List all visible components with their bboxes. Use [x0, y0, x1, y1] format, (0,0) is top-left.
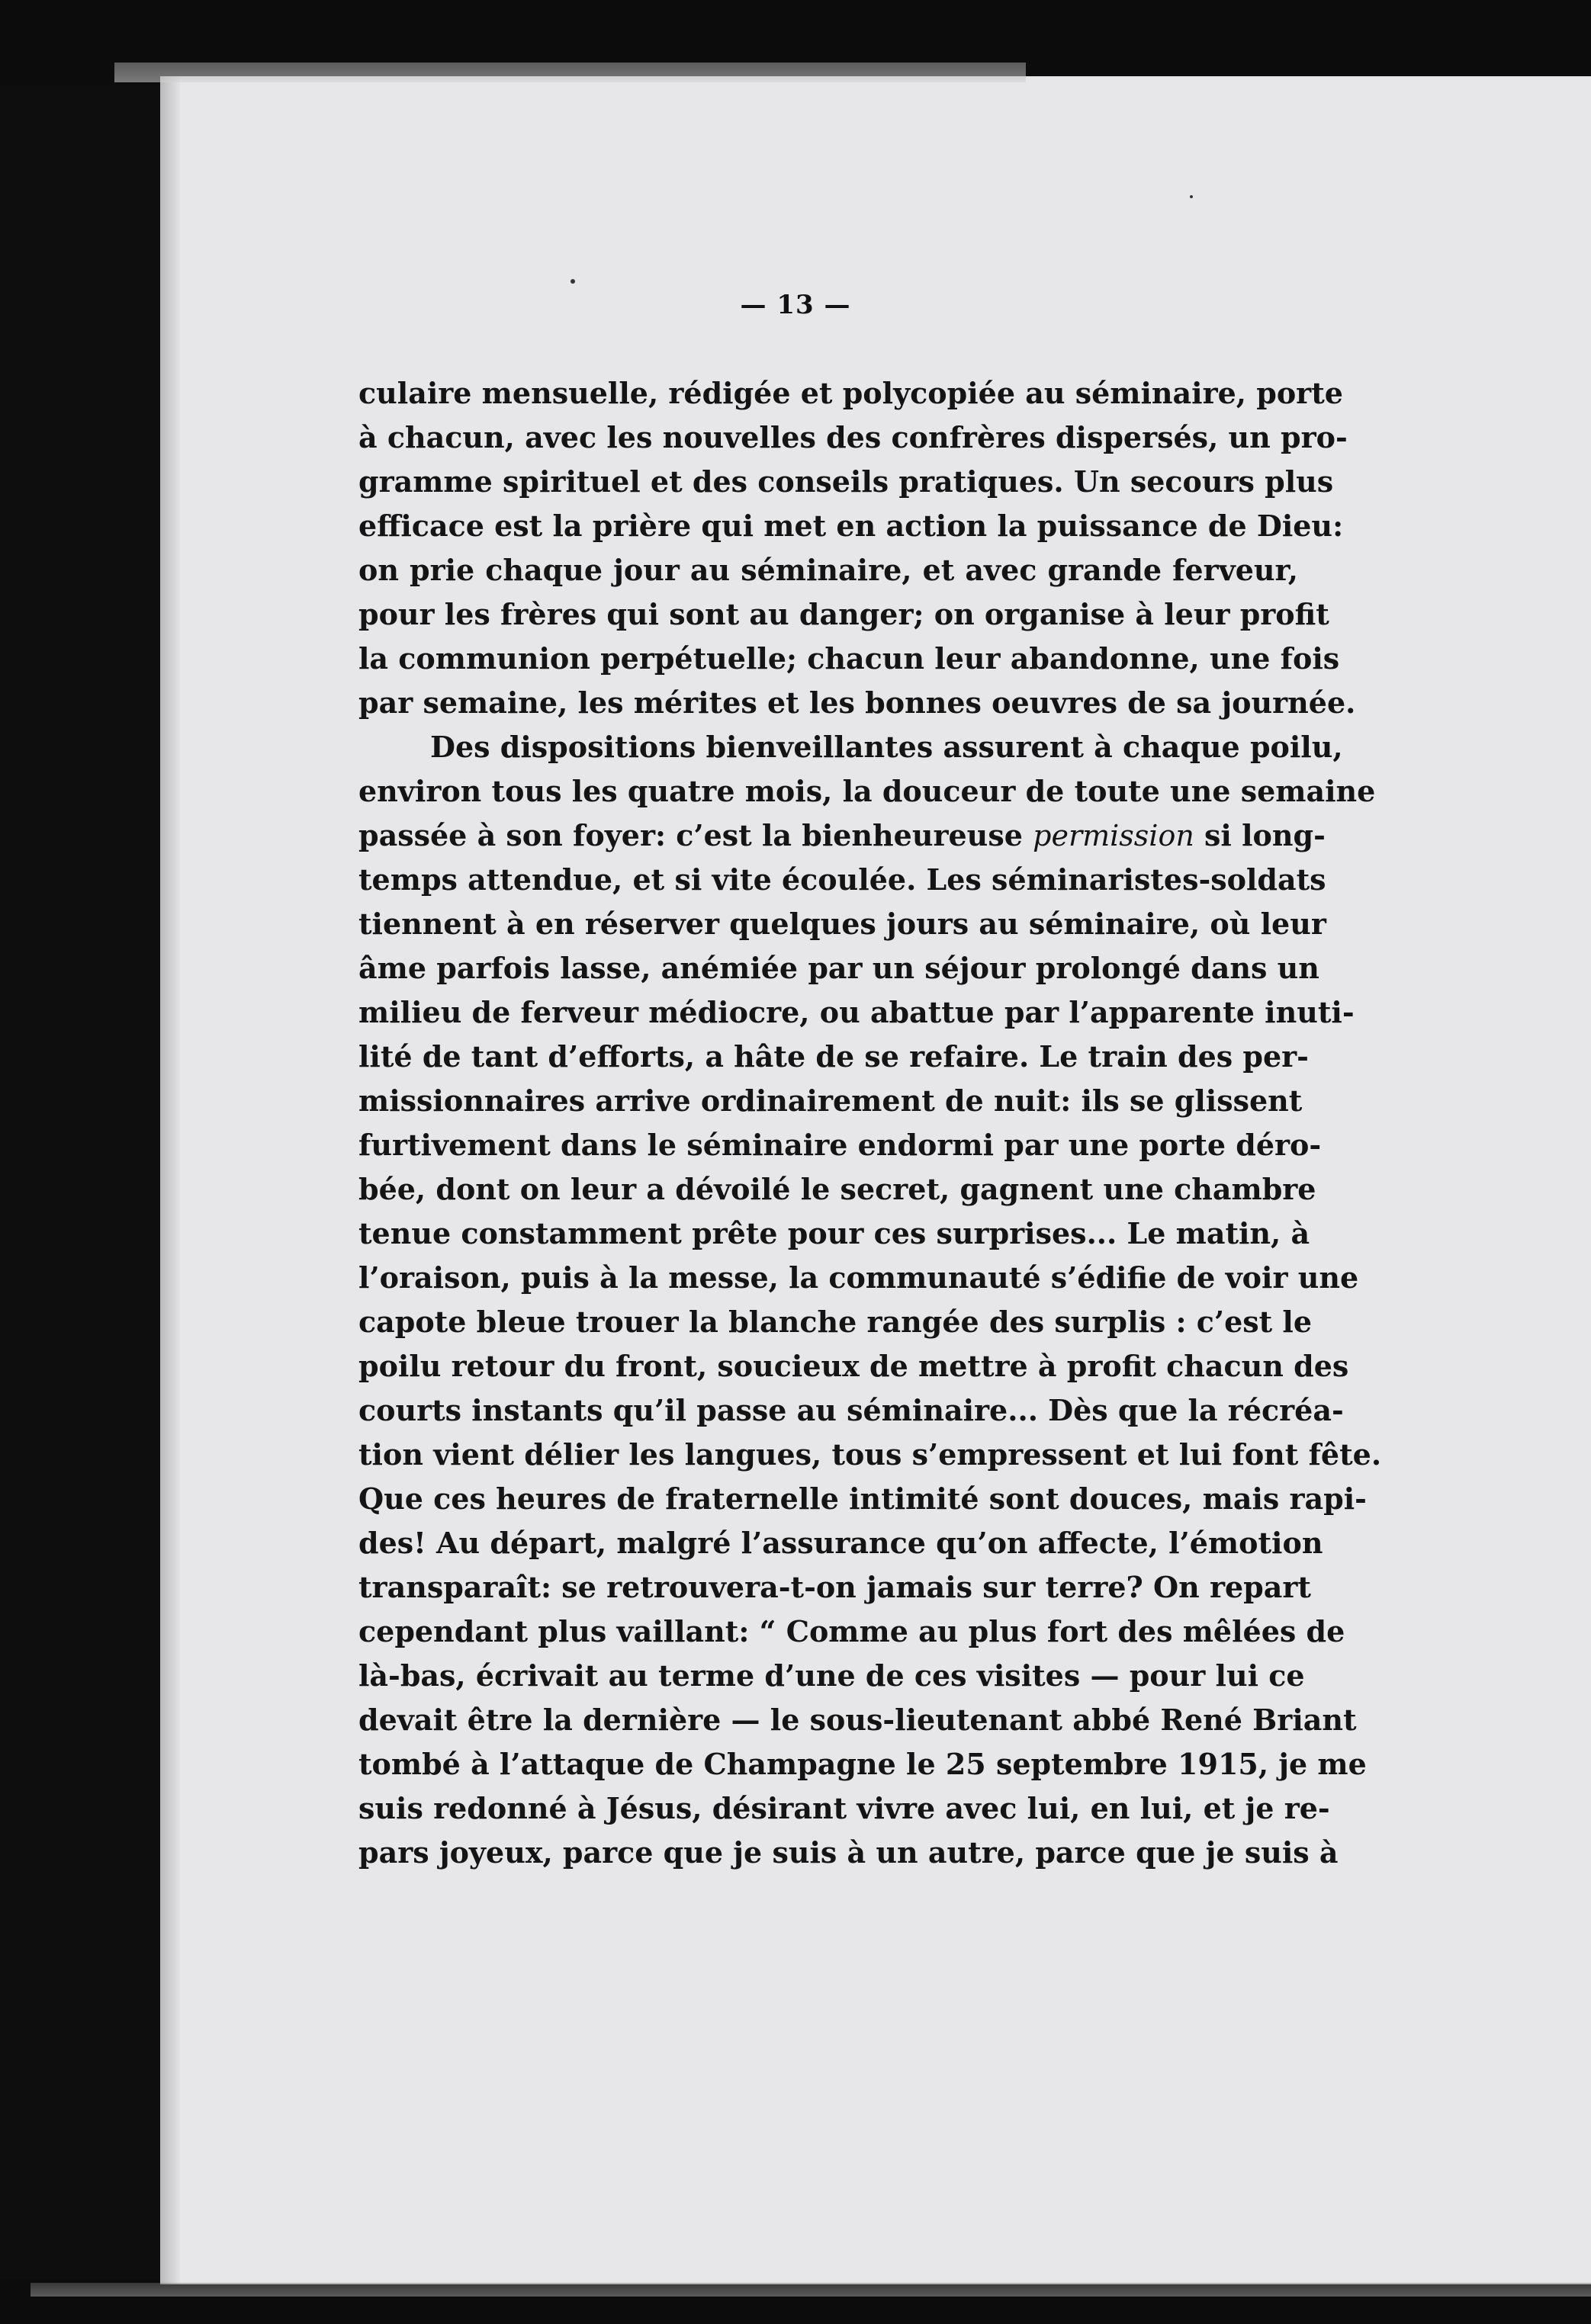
- text-line: suis redonné à Jésus, désirant vivre avec lui, en lui, et je re-: [358, 1791, 1330, 1825]
- text-line: on prie chaque jour au séminaire, et avec grande ferveur,: [358, 553, 1298, 587]
- italic-word: permission: [1033, 819, 1194, 852]
- text-line: gramme spirituel et des conseils pratiques. Un secours plus: [358, 464, 1334, 499]
- speck-mark: [1190, 195, 1193, 198]
- text-line: cependant plus vaillant: “ Comme au plus fort des mêlées de: [358, 1614, 1345, 1648]
- paragraph-first-line: Des dispositions bienveillantes assurent à chaque poilu,: [430, 730, 1343, 764]
- page-top-edge: [114, 63, 1026, 82]
- text-line: tiennent à en réserver quelques jours au séminaire, où leur: [358, 907, 1326, 941]
- text-line: tion vient délier les langues, tous s’empressent et lui font fête.: [358, 1437, 1382, 1472]
- text-line: pour les frères qui sont au danger; on organise à leur profit: [358, 597, 1329, 631]
- text-line: l’oraison, puis à la messe, la communauté s’édifie de voir une: [358, 1260, 1359, 1295]
- text-line: bée, dont on leur a dévoilé le secret, gagnent une chambre: [358, 1172, 1316, 1206]
- page-bottom-edge: [31, 2283, 1591, 2297]
- text-line: par semaine, les mérites et les bonnes oeuvres de sa journée.: [358, 685, 1356, 720]
- text-line: tenue constamment prête pour ces surprises... Le matin, à: [358, 1216, 1310, 1250]
- page-number: — 13 —: [740, 290, 851, 320]
- text-line: capote bleue trouer la blanche rangée des surplis : c’est le: [358, 1305, 1313, 1339]
- text-line: la communion perpétuelle; chacun leur abandonne, une fois: [358, 641, 1340, 676]
- text-line: temps attendue, et si vite écoulée. Les séminaristes-soldats: [358, 862, 1326, 897]
- text-line: efficace est la prière qui met en action la puissance de Dieu:: [358, 509, 1344, 543]
- text-line: poilu retour du front, soucieux de mettre à profit chacun des: [358, 1349, 1349, 1383]
- text-line: Que ces heures de fraternelle intimité sont douces, mais rapi-: [358, 1481, 1367, 1516]
- text-line: pars joyeux, parce que je suis à un autre, parce que je suis à: [358, 1835, 1339, 1870]
- text-line: là-bas, écrivait au terme d’une de ces visites — pour lui ce: [358, 1658, 1305, 1693]
- text-line: furtivement dans le séminaire endormi par une porte déro-: [358, 1128, 1322, 1162]
- text-line: transparaît: se retrouvera-t-on jamais sur terre? On repart: [358, 1570, 1311, 1604]
- text-line: courts instants qu’il passe au séminaire... Dès que la récréa-: [358, 1393, 1344, 1427]
- text-line: environ tous les quatre mois, la douceur de toute une semaine: [358, 774, 1376, 808]
- text-line: devait être la dernière — le sous-lieutenant abbé René Briant: [358, 1703, 1357, 1737]
- page-gutter-shadow: [160, 76, 180, 2284]
- scan-left-margin: [0, 0, 174, 2324]
- text-line: âme parfois lasse, anémiée par un séjour prolongé dans un: [358, 951, 1319, 985]
- text-line: à chacun, avec les nouvelles des confrères dispersés, un pro-: [358, 420, 1348, 454]
- body-text: [358, 371, 1382, 1875]
- text-line: passée à son foyer: c’est la bienheureuse permission si long-: [358, 818, 1326, 852]
- text-line: lité de tant d’efforts, a hâte de se refaire. Le train des per-: [358, 1039, 1309, 1074]
- text-line: des! Au départ, malgré l’assurance qu’on affecte, l’émotion: [358, 1526, 1323, 1560]
- text-line: tombé à l’attaque de Champagne le 25 septembre 1915, je me: [358, 1747, 1367, 1781]
- text-line: culaire mensuelle, rédigée et polycopiée au séminaire, porte: [358, 376, 1343, 410]
- text-line: milieu de ferveur médiocre, ou abattue par l’apparente inuti-: [358, 995, 1355, 1029]
- text-line: missionnaires arrive ordinairement de nuit: ils se glissent: [358, 1083, 1303, 1118]
- speck-mark: [571, 279, 575, 284]
